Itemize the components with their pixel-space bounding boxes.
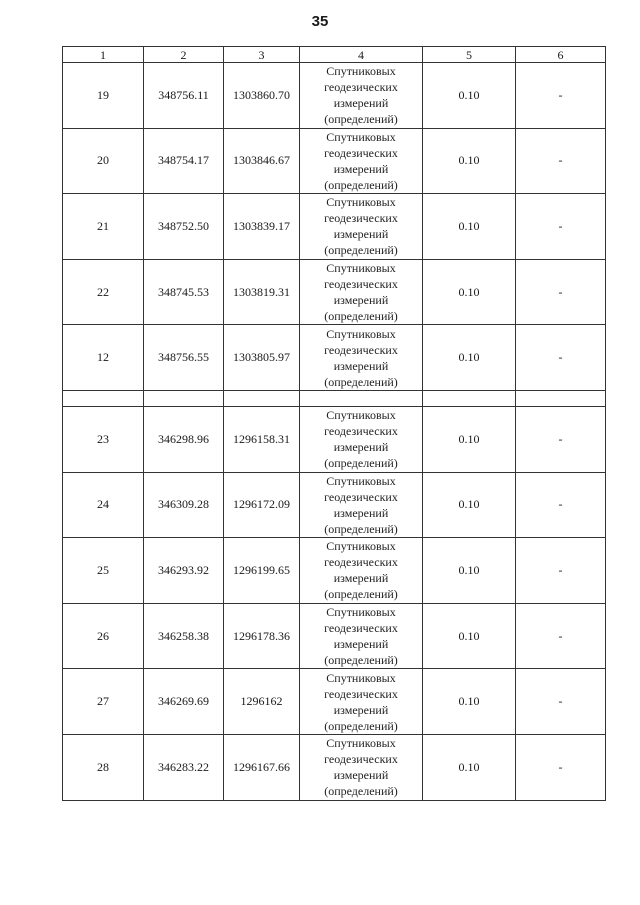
x-coordinate-cell: 346269.69 (144, 669, 224, 735)
table-spacer-row (63, 390, 606, 406)
column-header: 1 (63, 47, 144, 63)
x-coordinate-cell: 348745.53 (144, 259, 224, 325)
table-row (63, 406, 606, 472)
method-line: Спутниковых (326, 670, 396, 685)
x-coordinate-cell: 346298.96 (144, 406, 224, 472)
note-cell: - (516, 63, 606, 129)
accuracy-cell: 0.10 (423, 603, 516, 669)
method-line: измерений (333, 637, 389, 652)
method-cell (300, 669, 423, 735)
accuracy-cell: 0.10 (423, 259, 516, 325)
method-line: (определений) (324, 243, 398, 258)
x-coordinate-cell: 346293.92 (144, 538, 224, 604)
accuracy-cell: 0.10 (423, 538, 516, 604)
table-body (63, 63, 606, 801)
table-row (63, 259, 606, 325)
empty-cell (300, 390, 423, 406)
y-coordinate-cell: 1296172.09 (224, 472, 300, 538)
note-cell: - (516, 538, 606, 604)
method-line: Спутниковых (326, 64, 396, 79)
method-line: геодезических (324, 686, 398, 701)
column-header: 5 (423, 47, 516, 63)
note-cell: - (516, 603, 606, 669)
method-line: (определений) (324, 374, 398, 389)
method-line: геодезических (324, 80, 398, 95)
empty-cell (516, 390, 606, 406)
note-cell: - (516, 259, 606, 325)
method-line: Спутниковых (326, 539, 396, 554)
method-line: измерений (333, 440, 389, 455)
table-row (63, 538, 606, 604)
method-line: Спутниковых (326, 473, 396, 488)
method-line: геодезических (324, 555, 398, 570)
method-line: Спутниковых (326, 129, 396, 144)
method-line: Спутниковых (326, 195, 396, 210)
x-coordinate-cell: 346283.22 (144, 734, 224, 800)
method-line: геодезических (324, 489, 398, 504)
method-cell (300, 538, 423, 604)
method-line: (определений) (324, 177, 398, 192)
y-coordinate-cell: 1296167.66 (224, 734, 300, 800)
point-number-cell: 25 (63, 538, 144, 604)
y-coordinate-cell: 1303805.97 (224, 325, 300, 391)
method-line: измерений (333, 96, 389, 111)
method-line: измерений (333, 358, 389, 373)
y-coordinate-cell: 1303819.31 (224, 259, 300, 325)
method-line: геодезических (324, 211, 398, 226)
method-line: Спутниковых (326, 605, 396, 620)
method-line: (определений) (324, 309, 398, 324)
y-coordinate-cell: 1296199.65 (224, 538, 300, 604)
method-line: Спутниковых (326, 408, 396, 423)
method-line: геодезических (324, 277, 398, 292)
accuracy-cell: 0.10 (423, 669, 516, 735)
method-line: (определений) (324, 521, 398, 536)
note-cell: - (516, 194, 606, 260)
empty-cell (224, 390, 300, 406)
point-number-cell: 12 (63, 325, 144, 391)
accuracy-cell: 0.10 (423, 194, 516, 260)
note-cell: - (516, 669, 606, 735)
table-row (63, 603, 606, 669)
method-line: Спутниковых (326, 326, 396, 341)
y-coordinate-cell: 1303846.67 (224, 128, 300, 194)
table-row (63, 194, 606, 260)
method-line: измерений (333, 227, 389, 242)
accuracy-cell: 0.10 (423, 128, 516, 194)
method-line: геодезических (324, 752, 398, 767)
empty-cell (423, 390, 516, 406)
method-cell (300, 63, 423, 129)
method-line: измерений (333, 702, 389, 717)
accuracy-cell: 0.10 (423, 63, 516, 129)
method-line: геодезических (324, 424, 398, 439)
point-number-cell: 23 (63, 406, 144, 472)
point-number-cell: 19 (63, 63, 144, 129)
page-number: 35 (311, 13, 329, 30)
x-coordinate-cell: 348754.17 (144, 128, 224, 194)
point-number-cell: 26 (63, 603, 144, 669)
method-line: геодезических (324, 145, 398, 160)
method-line: измерений (333, 161, 389, 176)
accuracy-cell: 0.10 (423, 325, 516, 391)
x-coordinate-cell: 348756.55 (144, 325, 224, 391)
method-cell (300, 128, 423, 194)
method-cell (300, 259, 423, 325)
point-number-cell: 20 (63, 128, 144, 194)
x-coordinate-cell: 348756.11 (144, 63, 224, 129)
point-number-cell: 28 (63, 734, 144, 800)
point-number-cell: 22 (63, 259, 144, 325)
y-coordinate-cell: 1296178.36 (224, 603, 300, 669)
coordinates-table (62, 46, 606, 801)
note-cell: - (516, 406, 606, 472)
method-line: (определений) (324, 784, 398, 799)
method-cell (300, 603, 423, 669)
point-number-cell: 21 (63, 194, 144, 260)
method-cell (300, 472, 423, 538)
method-cell (300, 406, 423, 472)
method-line: геодезических (324, 621, 398, 636)
empty-cell (63, 390, 144, 406)
method-line: измерений (333, 505, 389, 520)
point-number-cell: 24 (63, 472, 144, 538)
table-row (63, 734, 606, 800)
column-header: 2 (144, 47, 224, 63)
note-cell: - (516, 734, 606, 800)
accuracy-cell: 0.10 (423, 406, 516, 472)
table-row (63, 325, 606, 391)
method-line: Спутниковых (326, 261, 396, 276)
method-cell (300, 194, 423, 260)
y-coordinate-cell: 1296162 (224, 669, 300, 735)
method-line: измерений (333, 768, 389, 783)
y-coordinate-cell: 1296158.31 (224, 406, 300, 472)
method-cell (300, 734, 423, 800)
column-header: 3 (224, 47, 300, 63)
column-header: 6 (516, 47, 606, 63)
accuracy-cell: 0.10 (423, 472, 516, 538)
table-row (63, 128, 606, 194)
empty-cell (144, 390, 224, 406)
accuracy-cell: 0.10 (423, 734, 516, 800)
method-line: геодезических (324, 342, 398, 357)
method-line: (определений) (324, 653, 398, 668)
method-line: измерений (333, 293, 389, 308)
y-coordinate-cell: 1303860.70 (224, 63, 300, 129)
note-cell: - (516, 325, 606, 391)
method-line: измерений (333, 571, 389, 586)
x-coordinate-cell: 348752.50 (144, 194, 224, 260)
x-coordinate-cell: 346309.28 (144, 472, 224, 538)
table-row (63, 669, 606, 735)
table-header-row (63, 47, 606, 63)
note-cell: - (516, 128, 606, 194)
column-header: 4 (300, 47, 423, 63)
table-row (63, 63, 606, 129)
table-row (63, 472, 606, 538)
method-line: Спутниковых (326, 736, 396, 751)
y-coordinate-cell: 1303839.17 (224, 194, 300, 260)
point-number-cell: 27 (63, 669, 144, 735)
x-coordinate-cell: 346258.38 (144, 603, 224, 669)
method-line: (определений) (324, 456, 398, 471)
note-cell: - (516, 472, 606, 538)
method-line: (определений) (324, 718, 398, 733)
method-line: (определений) (324, 587, 398, 602)
method-line: (определений) (324, 112, 398, 127)
method-cell (300, 325, 423, 391)
